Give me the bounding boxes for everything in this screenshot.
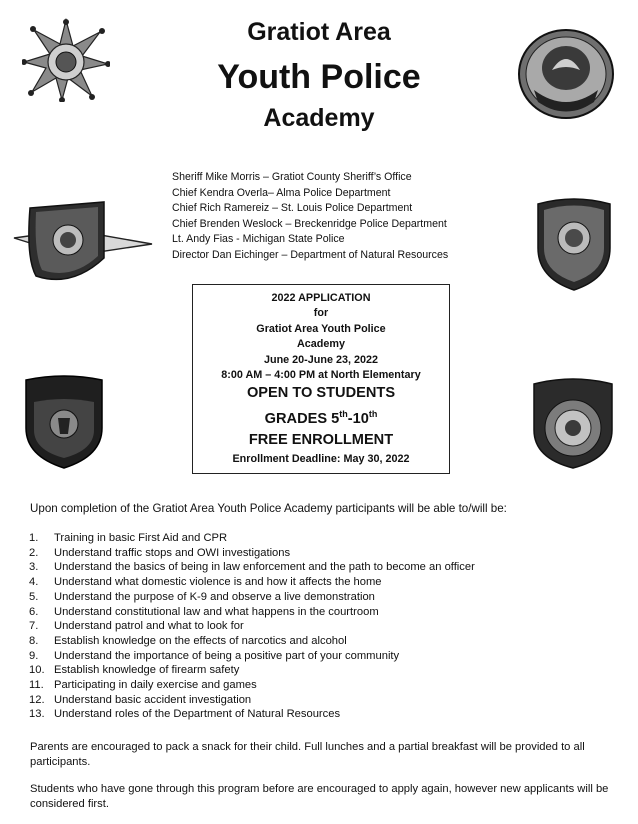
- conservation-officer-badge: [532, 196, 616, 292]
- outcomes-list: [29, 531, 475, 722]
- official-line: Chief Rich Ramereiz – St. Louis Police Department: [172, 202, 413, 214]
- snack-paragraph: Parents are encouraged to pack a snack for their child. Full lunches and a partial breakfast will be provided to all participants.: [30, 741, 585, 768]
- application-academy: Academy: [296, 338, 345, 351]
- reapply-paragraph: Students who have gone through this program before are encouraged to apply again, however new applicants will be considered first.: [30, 783, 609, 810]
- official-line: Chief Brenden Weslock – Breckenridge Police Department: [172, 217, 447, 230]
- sheriff-star-badge: [22, 18, 110, 102]
- open-to-students: OPEN TO STUDENTS: [246, 385, 396, 402]
- title-line-1: Gratiot Area: [247, 18, 391, 46]
- list-item: 12. Understand basic accident investigation: [29, 693, 252, 706]
- title-line-2: Youth Police: [217, 58, 421, 96]
- application-year: 2022 APPLICATION: [271, 292, 371, 304]
- list-item: 6. Understand constitutional law and what happens in the courtroom: [29, 605, 379, 618]
- list-item: 13. Understand roles of the Department of Natural Resources: [29, 708, 341, 721]
- title-line-3: Academy: [263, 104, 375, 132]
- official-line: Sheriff Mike Morris – Gratiot County Sheriff’s Office: [172, 171, 412, 183]
- free-enrollment: FREE ENROLLMENT: [248, 432, 394, 449]
- application-for: for: [313, 307, 329, 320]
- st-louis-police-badge: [22, 372, 106, 470]
- list-item: 1. Training in basic First Aid and CPR: [29, 532, 228, 544]
- breckenridge-police-badge: [530, 374, 616, 470]
- alma-police-badge: [516, 28, 616, 120]
- grades: GRADES 5th-10th: [264, 409, 378, 428]
- enrollment-deadline: Enrollment Deadline: May 30, 2022: [232, 453, 410, 466]
- list-item: 3. Understand the basics of being in law enforcement and the path to become an officer: [29, 561, 475, 574]
- officials-list: [172, 170, 448, 263]
- list-item: 7. Understand patrol and what to look for: [29, 620, 244, 633]
- outcomes-intro: Upon completion of the Gratiot Area Youth Police Academy participants will be able to/will be:: [30, 502, 507, 515]
- list-item: 8. Establish knowledge on the effects of narcotics and alcohol: [29, 634, 347, 647]
- official-line: Director Dan Eichinger – Department of Natural Resources: [172, 248, 449, 261]
- application-dates: June 20-June 23, 2022: [263, 353, 379, 366]
- application-box: [192, 284, 450, 474]
- official-line: Chief Kendra Overla– Alma Police Department: [172, 186, 391, 199]
- official-line: Lt. Andy Fias - Michigan State Police: [172, 233, 345, 245]
- michigan-state-police-badge: [12, 198, 154, 288]
- application-program: Gratiot Area Youth Police: [256, 322, 386, 335]
- list-item: 2. Understand traffic stops and OWI investigations: [29, 546, 291, 559]
- application-time-location: 8:00 AM – 4:00 PM at North Elementary: [221, 369, 421, 382]
- list-item: 5. Understand the purpose of K-9 and observe a live demonstration: [29, 590, 375, 603]
- list-item: 4. Understand what domestic violence is and how it affects the home: [29, 576, 382, 589]
- list-item: 9. Understand the importance of being a positive part of your community: [29, 649, 400, 662]
- list-item: 10. Establish knowledge of firearm safety: [29, 664, 240, 677]
- list-item: 11. Participating in daily exercise and games: [29, 679, 257, 692]
